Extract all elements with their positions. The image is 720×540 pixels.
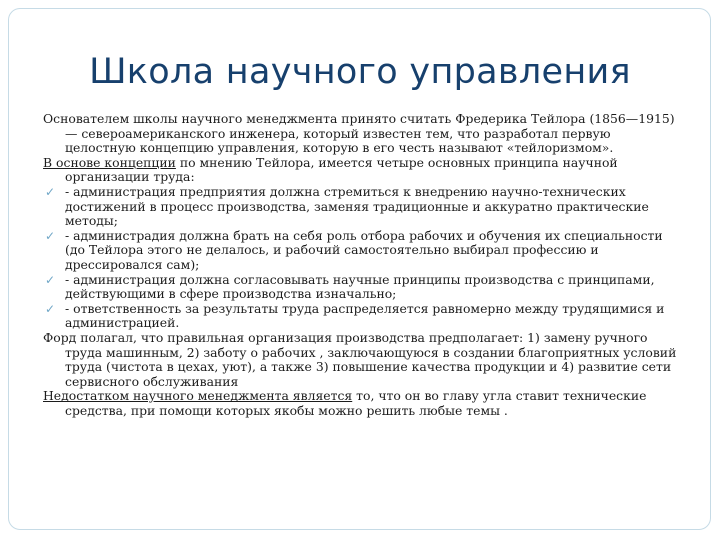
checkmark-icon: ✓	[44, 184, 56, 199]
checkmark-icon: ✓	[44, 301, 56, 316]
concept-paragraph	[43, 156, 683, 185]
slide-content	[43, 112, 683, 418]
concept-text: по мнению Тейлора, имеется четыре основных принципа научной организации труда:	[65, 154, 618, 185]
principle-text: - администрация должна согласовывать научные принципы производства с принципами, действующими в сфере производства изначально;	[65, 271, 655, 302]
ford-paragraph: Форд полагал, что правильная организация производства предполагает: 1) замену ручного труда машинным, 2) заботу о рабочих , заключающуюся в создании благоприятных условий труда (чистота в цехах, уют), а также 3) повышение качества продукции и 4) развитие сети сервисного обслуживания	[43, 329, 677, 389]
principle-item	[43, 229, 683, 273]
principle-text: - администрация предприятия должна стремиться к внедрению научно-технических достижений в процесс производства, заменяя традиционные и аккуратно практические методы;	[65, 183, 649, 229]
principle-item	[43, 273, 683, 302]
drawback-text: то, что он во главу угла ставит технические средства, при помощи которых якобы можно решить любые темы .	[65, 388, 647, 418]
principle-text: - ответственность за результаты труда распределяется равномерно между трудящимися и администрацией.	[65, 300, 665, 331]
drawback-paragraph	[43, 389, 683, 418]
principle-text: - администрадия должна брать на себя роль отбора рабочих и обучения их специальности (до Тейлора этого не делалось, и рабочий самостоятельно выбирал профессию и дрессировался сам);	[65, 227, 663, 272]
intro-paragraph: Основателем школы научного менеджмента принято считать Фредерика Тейлора (1856—1915) — североамериканского инженера, который известен тем, что разработал первую целостную концепцию управления, которую в его честь называют «тейлоризмом».	[43, 111, 675, 156]
checkmark-icon: ✓	[44, 228, 56, 243]
principle-item	[43, 302, 683, 331]
slide-title: Школа научного управления	[89, 52, 631, 92]
checkmark-icon: ✓	[44, 272, 56, 287]
principle-item	[43, 185, 683, 229]
drawback-underlined-text: Недостатком научного менеджмента является	[43, 388, 353, 404]
concept-underlined-text: В основе концепции	[43, 154, 176, 170]
